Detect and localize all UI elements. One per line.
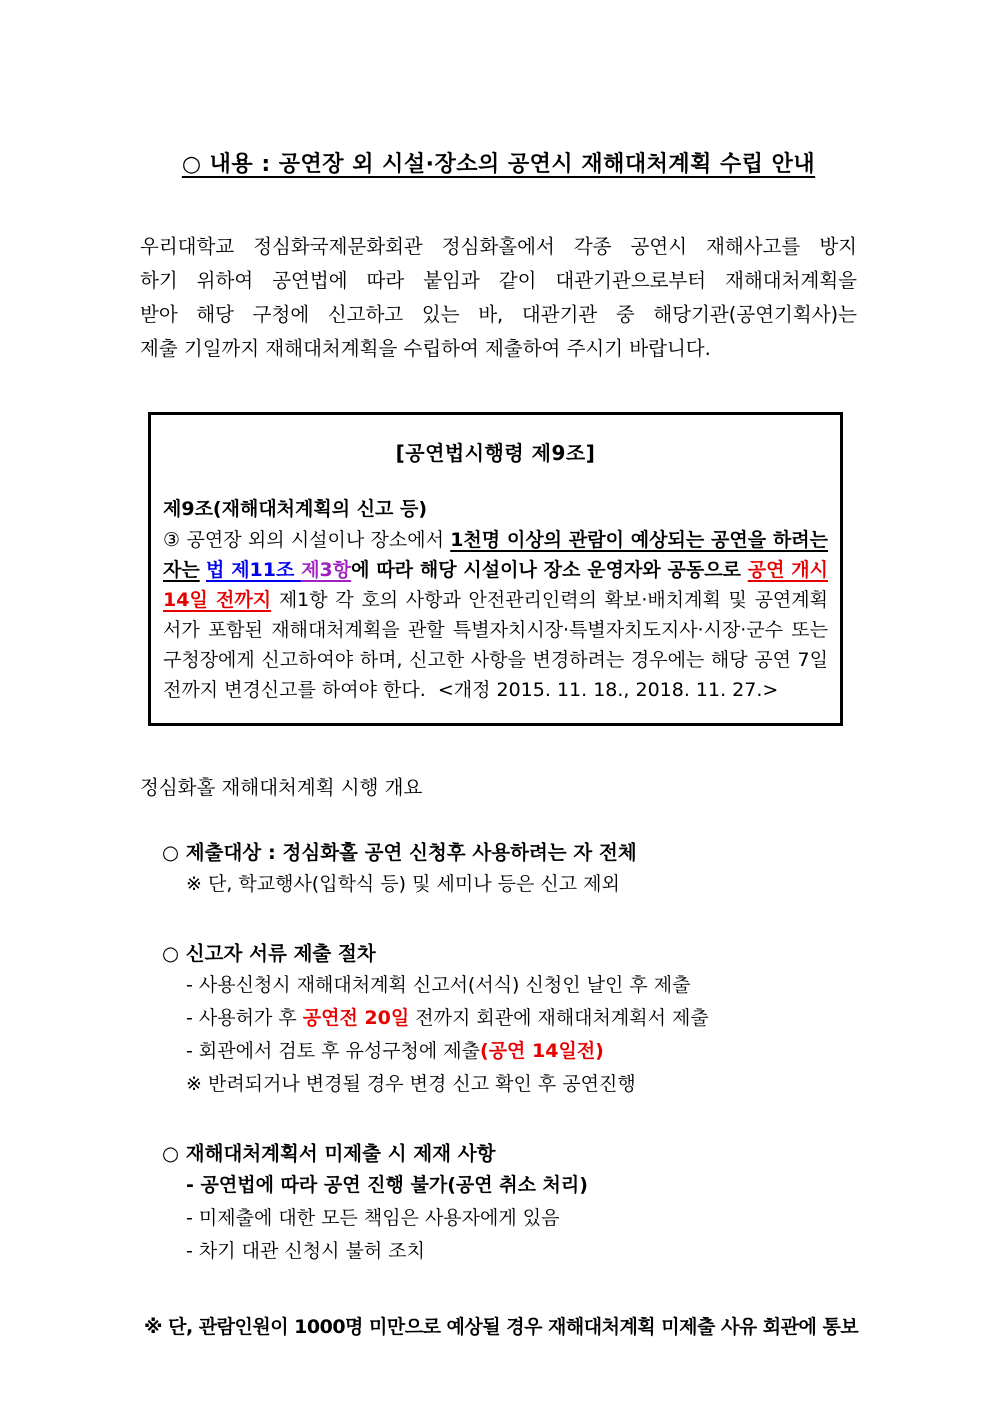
section-heading: ○ 제출대상 : 정심화홀 공연 신청후 사용하려는 자 전체 (162, 841, 637, 864)
list-item: - 차기 대관 신청시 불허 조치 (186, 1240, 425, 1262)
list-item: - 사용신청시 재해대처계획 신고서(서식) 신청인 날인 후 제출 (186, 974, 691, 996)
section-heading: ○ 신고자 서류 제출 절차 (162, 942, 376, 965)
intro-line: 하기 위하여 공연법에 따라 붙임과 같이 대관기관으로부터 재해대처계획을 (140, 269, 857, 292)
overview-heading: 정심화홀 재해대처계획 시행 개요 (140, 776, 423, 799)
law-clause-segment-bold: 에 따라 해당 시설이나 장소 운영자와 공동으로 (351, 559, 748, 581)
intro-line: 제출 기일까지 재해대처계획을 수립하여 제출하여 주시기 바랍니다. (140, 337, 711, 360)
section-note: ※ 단, 학교행사(입학식 등) 및 세미나 등은 신고 제외 (186, 873, 620, 895)
law-article-heading: 제9조(재해대처계획의 신고 등) (163, 498, 428, 520)
document-title-text: ○ 내용 : 공연장 외 시설·장소의 공연시 재해대처계획 수립 안내 (181, 152, 816, 177)
law-clause-segment: ③ 공연장 외의 시설이나 장소에서 (163, 529, 451, 551)
section-sanctions (140, 1139, 857, 1268)
section-heading: ○ 재해대처계획서 미제출 시 제재 사항 (162, 1142, 496, 1165)
law-clause-segment: 제1항 각 호의 사항과 안전관리인력의 확보·배치계획 및 공연계획서가 포함된 재해대처계획을 관할 특별자치시장·특별자치도지사·시장·군수 또는 구청장에게 신고하여야 하며, 신고한 사항을 변경하려는 경우에는 해당 공연 7일 전까지 변경신고를 하여야 한다. <개정 2015. 11. 18., 2018. 11. 27.> (163, 589, 828, 701)
law-clause-text (163, 525, 828, 705)
list-item-text: 전까지 회관에 재해대처계획서 제출 (409, 1007, 709, 1029)
list-item-text: - 사용허가 후 (186, 1007, 303, 1029)
document-title (140, 150, 857, 180)
footnote: ※ 단, 관람인원이 1000명 미만으로 예상될 경우 재해대처계획 미제출 사유 회관에 통보 (144, 1316, 859, 1338)
list-item: - 미제출에 대한 모든 책임은 사용자에게 있음 (186, 1207, 560, 1229)
section-submission-target (140, 838, 857, 901)
list-item (186, 1002, 857, 1035)
intro-line: 우리대학교 정심화국제문화회관 정심화홀에서 각종 공연시 재해사고를 방지 (140, 235, 857, 258)
intro-line: 받아 해당 구청에 신고하고 있는 바, 대관기관 중 해당기관(공연기획사)는 (140, 303, 857, 326)
deadline-highlight-red: (공연 14일전) (480, 1040, 604, 1062)
law-deadline-red: 공연 개시 14일 전까지 (163, 559, 829, 611)
law-clause-segment-bold-underline: 1천명 이상의 관람이 예상되는 공연을 하려는 자는 (163, 529, 828, 581)
list-item: - 공연법에 따라 공연 진행 불가(공연 취소 처리) (186, 1174, 588, 1196)
law-reference-blue: 법 제11조 (206, 559, 302, 581)
document-content (0, 150, 992, 1339)
section-note: ※ 반려되거나 변경될 경우 변경 신고 확인 후 공연진행 (186, 1073, 636, 1095)
list-item (186, 1035, 857, 1068)
deadline-highlight-red: 공연전 20일 (302, 1007, 410, 1029)
law-box-title: [공연법시행령 제9조] (395, 441, 596, 465)
list-item-text: - 회관에서 검토 후 유성구청에 제출 (186, 1040, 481, 1062)
intro-paragraph (140, 230, 857, 366)
law-reference-purple: 제3항 (301, 559, 352, 581)
law-quote-box (148, 412, 843, 726)
section-submission-procedure (140, 939, 857, 1101)
